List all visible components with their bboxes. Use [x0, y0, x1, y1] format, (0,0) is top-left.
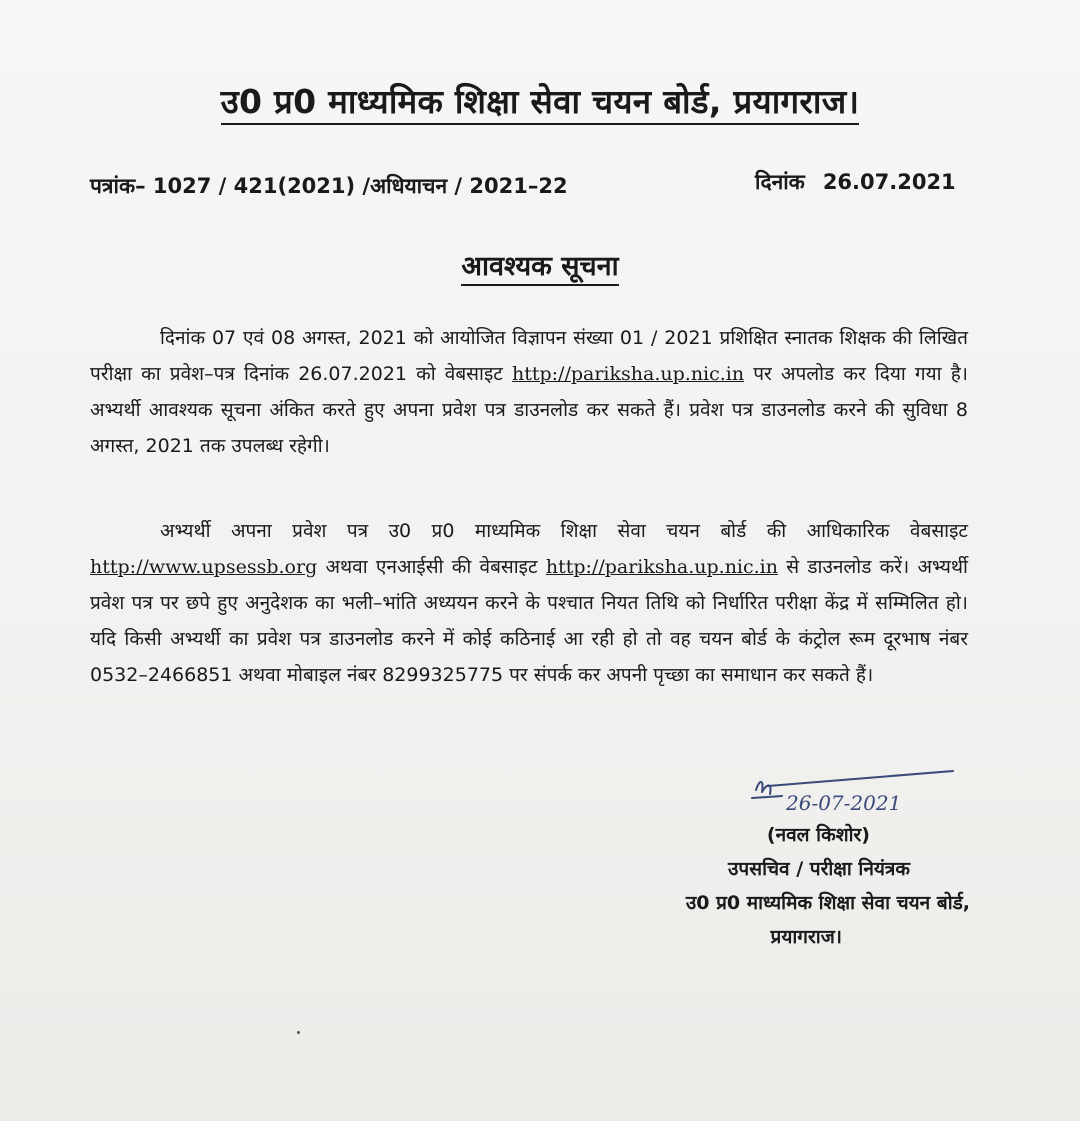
- reference-number: पत्रांक– 1027 / 421(2021) /अधियाचन / 2021–22: [90, 174, 568, 198]
- paragraph-2: [90, 513, 968, 693]
- paper-speck: [297, 1031, 300, 1034]
- pariksha-link-2[interactable]: http://pariksha.up.nic.in: [545, 556, 778, 578]
- date-value: 26.07.2021: [822, 170, 956, 194]
- handwritten-date: 26-07-2021: [786, 791, 902, 815]
- pariksha-link[interactable]: http://pariksha.up.nic.in: [511, 363, 745, 385]
- signatory-block: [560, 818, 970, 954]
- signatory-organization: उ0 प्र0 माध्यमिक शिक्षा सेवा चयन बोर्ड,: [685, 892, 970, 914]
- paragraph-1: [90, 320, 968, 464]
- signatory-name: (नवल किशोर): [766, 824, 870, 846]
- handwritten-signature: [748, 768, 958, 818]
- para1-text-a: दिनांक 07 एवं 08 अगस्त, 2021 को आयोजित विज्ञापन संख्या 01 / 2021 प्रशिक्षित स्नातक शिक्षक की लिखित परीक्षा का प्रवेश–पत्र दिनांक 26.07.2021 को वेबसाइट: [90, 327, 968, 385]
- para1-text-b: पर अपलोड कर दिया गया है। अभ्यर्थी आवश्यक सूचना अंकित करते हुए अपना प्रवेश पत्र डाउनलोड कर सकते हैं। प्रवेश पत्र डाउनलोड करने की सुविधा 8 अगस्त, 2021 तक उपलब्ध रहेगी।: [90, 363, 968, 457]
- signatory-city: प्रयागराज।: [770, 926, 842, 948]
- notice-heading-text: आवश्यक सूचना: [461, 251, 618, 286]
- para2-text-b: अथवा एनआईसी की वेबसाइट: [317, 556, 546, 578]
- para2-text-a: अभ्यर्थी अपना प्रवेश पत्र उ0 प्र0 माध्यमिक शिक्षा सेवा चयन बोर्ड की आधिकारिक वेबसाइट: [160, 520, 968, 542]
- upsessb-link[interactable]: http://www.upsessb.org: [90, 556, 318, 578]
- board-title: [0, 78, 1080, 123]
- issue-date: [755, 168, 956, 196]
- notice-heading: [0, 246, 1080, 283]
- para2-text-c: से डाउनलोड करें। अभ्यर्थी प्रवेश पत्र पर छपे हुए अनुदेशक का भली–भांति अध्ययन करने के पश्चात नियत तिथि को निर्धारित परीक्षा केंद्र में सम्मिलित हो। यदि किसी अभ्यर्थी का प्रवेश पत्र डाउनलोड करने में कोई कठिनाई आ रही हो तो वह चयन बोर्ड के कंट्रोल रूम दूरभाष नंबर 0532–2466851 अथवा मोबाइल नंबर 8299325775 पर संपर्क कर अपनी पृच्छा का समाधान कर सकते हैं।: [90, 556, 968, 686]
- board-title-text: उ0 प्र0 माध्यमिक शिक्षा सेवा चयन बोर्ड, प्रयागराज।: [221, 82, 860, 125]
- date-label: दिनांक: [755, 170, 805, 194]
- signatory-designation: उपसचिव / परीक्षा नियंत्रक: [728, 858, 910, 880]
